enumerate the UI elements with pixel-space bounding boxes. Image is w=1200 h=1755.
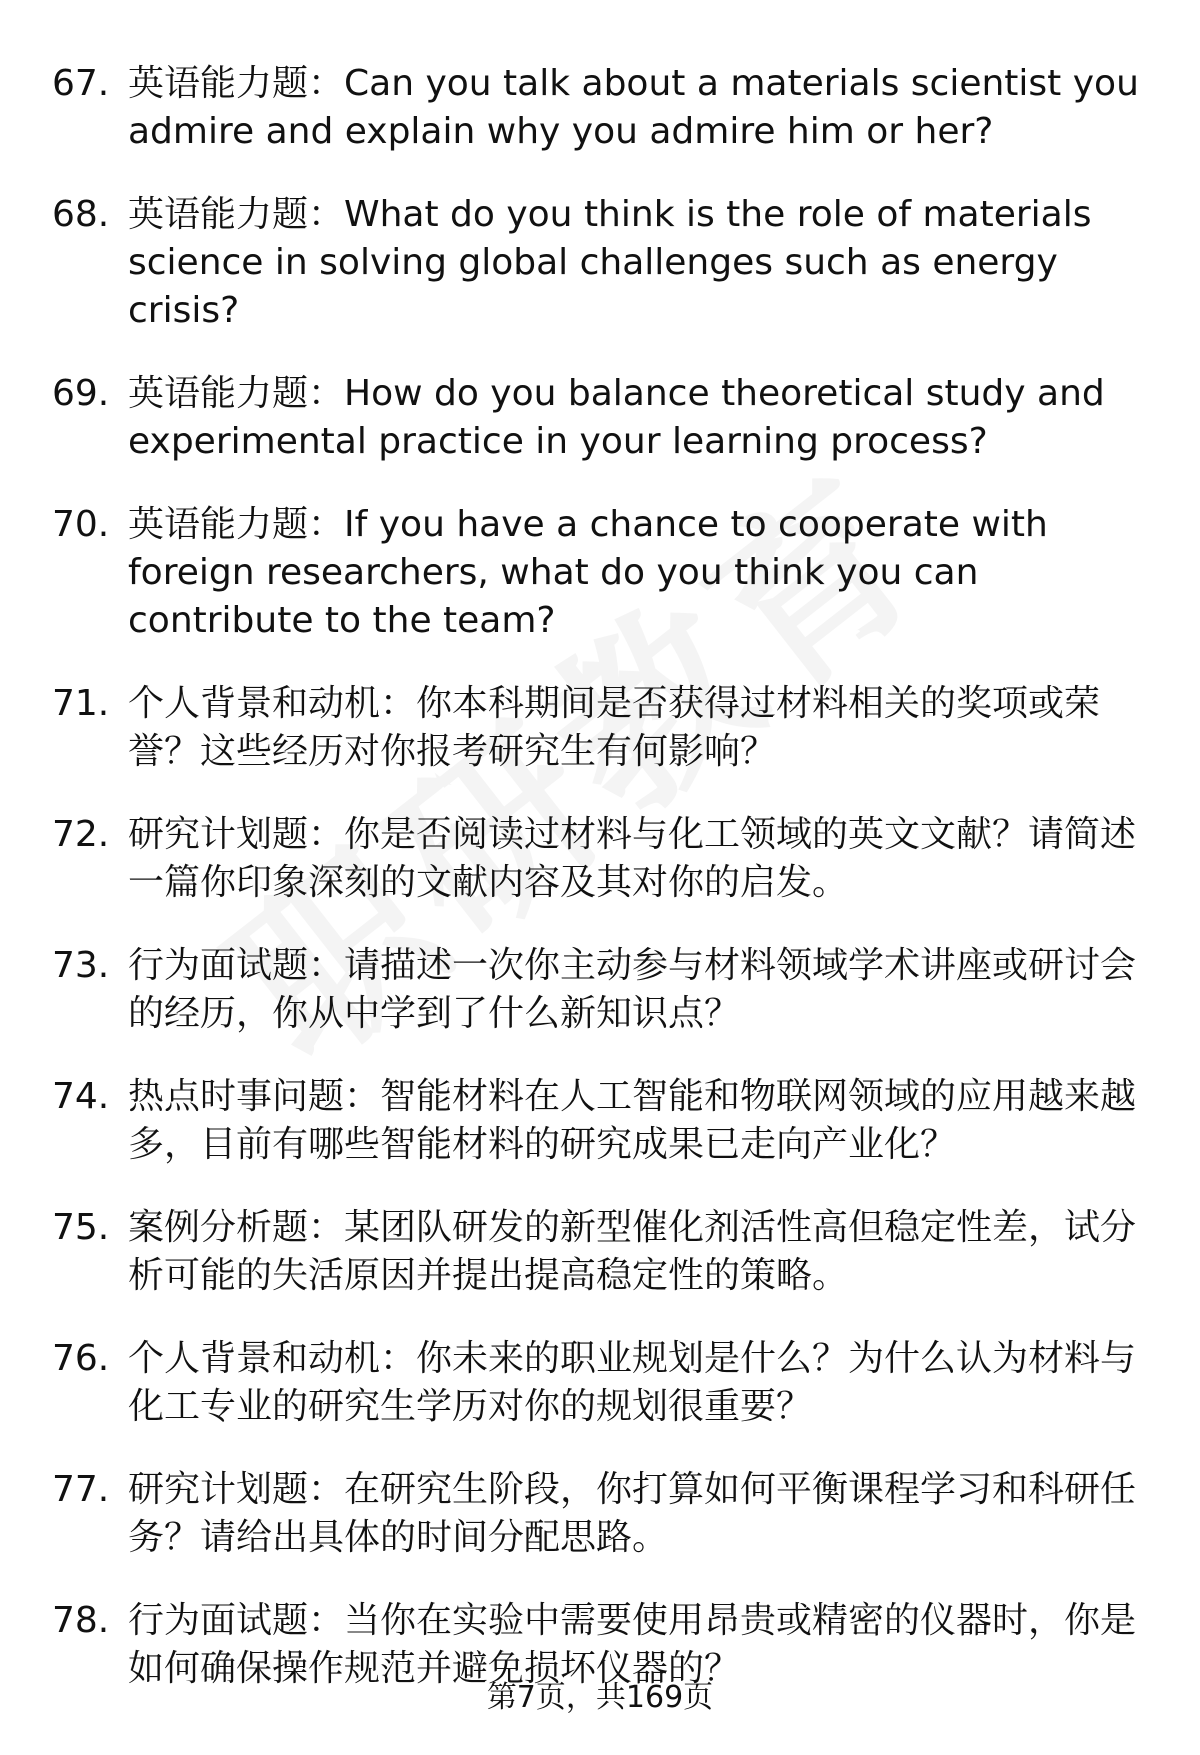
question-text: 个人背景和动机：你本科期间是否获得过材料相关的奖项或荣誉？这些经历对你报考研究生有何影响？ <box>128 683 1101 772</box>
question-number: 70. <box>52 504 110 545</box>
question-text: 研究计划题：在研究生阶段，你打算如何平衡课程学习和科研任务？请给出具体的时间分配思路。 <box>128 1469 1137 1558</box>
question-item <box>0 1466 1200 1562</box>
question-item <box>0 60 1200 156</box>
page-footer <box>0 1678 1200 1718</box>
question-number: 69. <box>52 373 110 414</box>
page-number-label: 第7页，共169页 <box>486 1680 714 1715</box>
question-item <box>0 191 1200 335</box>
question-item <box>0 1335 1200 1431</box>
question-item <box>0 1204 1200 1300</box>
question-text: 英语能力题：How do you balance theoretical study and experimental practice in your learning process? <box>128 373 1105 462</box>
question-number: 75. <box>52 1207 110 1248</box>
question-list <box>0 60 1200 1728</box>
question-text: 行为面试题：请描述一次你主动参与材料领域学术讲座或研讨会的经历，你从中学到了什么新知识点？ <box>128 945 1137 1034</box>
question-text: 行为面试题：当你在实验中需要使用昂贵或精密的仪器时，你是如何确保操作规范并避免损坏仪器的？ <box>128 1600 1137 1689</box>
question-number: 74. <box>52 1076 110 1117</box>
question-text: 英语能力题：Can you talk about a materials scientist you admire and explain why you admire him or her? <box>128 63 1139 152</box>
question-item <box>0 370 1200 466</box>
question-text: 案例分析题：某团队研发的新型催化剂活性高但稳定性差，试分析可能的失活原因并提出提高稳定性的策略。 <box>128 1207 1137 1296</box>
question-text: 英语能力题：If you have a chance to cooperate with foreign researchers, what do you think you can contribute to the team? <box>128 504 1048 641</box>
question-item <box>0 811 1200 907</box>
question-number: 76. <box>52 1338 110 1379</box>
question-text: 个人背景和动机：你未来的职业规划是什么？为什么认为材料与化工专业的研究生学历对你的规划很重要？ <box>128 1338 1137 1427</box>
question-number: 77. <box>52 1469 110 1510</box>
question-item <box>0 680 1200 776</box>
question-number: 68. <box>52 194 110 235</box>
question-item <box>0 942 1200 1038</box>
question-item <box>0 1073 1200 1169</box>
question-text: 热点时事问题：智能材料在人工智能和物联网领域的应用越来越多，目前有哪些智能材料的研究成果已走向产业化？ <box>128 1076 1137 1165</box>
question-number: 72. <box>52 814 110 855</box>
question-number: 71. <box>52 683 110 724</box>
question-item <box>0 501 1200 645</box>
question-text: 英语能力题：What do you think is the role of materials science in solving global challenges such as energy crisis? <box>128 194 1092 331</box>
question-number: 73. <box>52 945 110 986</box>
question-text: 研究计划题：你是否阅读过材料与化工领域的英文文献？请简述一篇你印象深刻的文献内容及其对你的启发。 <box>128 814 1137 903</box>
question-number: 78. <box>52 1600 110 1641</box>
question-number: 67. <box>52 63 110 104</box>
